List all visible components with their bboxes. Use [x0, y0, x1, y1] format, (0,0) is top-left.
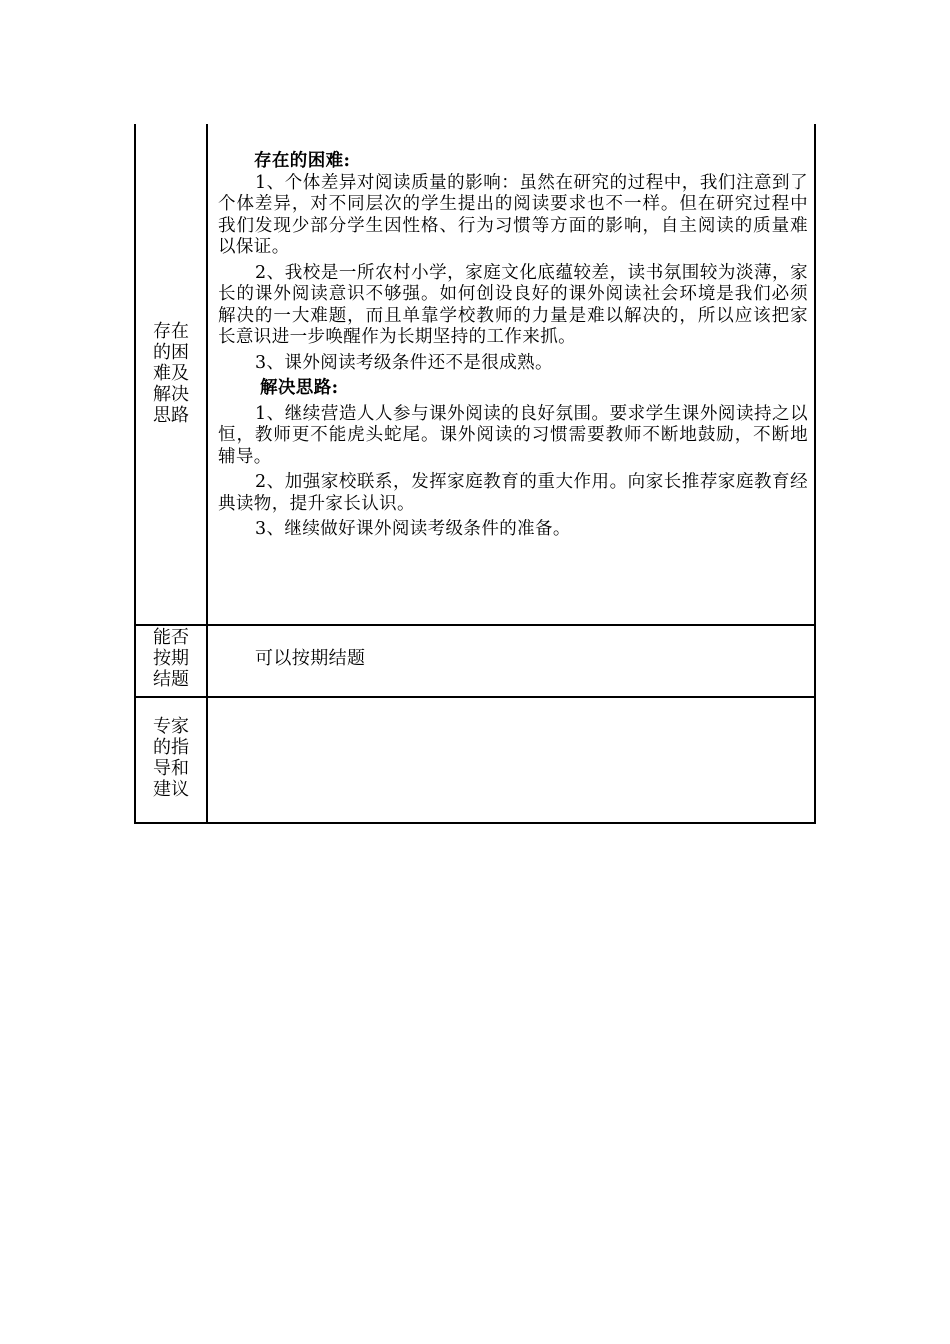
solution-item-1: 1、继续营造人人参与课外阅读的良好氛围。要求学生课外阅读持之以恒，教师更不能虎头蛇尾。课外阅读的习惯需要教师不断地鼓励，不断地辅导。 — [218, 403, 808, 467]
difficulties-content — [218, 151, 808, 541]
table-border-bottom — [134, 822, 816, 824]
row-label-difficulties: 存在的困难及解决思路 — [153, 321, 189, 426]
row-label-expert-advice: 专家的指导和建议 — [153, 716, 189, 800]
solutions-heading: 解决思路: — [260, 378, 339, 398]
on-schedule-answer: 可以按期结题 — [255, 648, 366, 669]
difficulty-item-1: 1、个体差异对阅读质量的影响：虽然在研究的过程中，我们注意到了个体差异，对不同层次的学生提出的阅读要求也不一样。但在研究过程中我们发现少部分学生因性格、行为习惯等方面的影响，自主阅读的质量难以保证。 — [218, 172, 808, 257]
table-border-right — [814, 124, 816, 824]
report-table — [134, 124, 816, 824]
row-divider-1 — [134, 624, 816, 626]
table-column-divider — [206, 124, 208, 824]
row-label-on-schedule: 能否按期结题 — [153, 627, 189, 690]
solution-item-3: 3、继续做好课外阅读考级条件的准备。 — [255, 519, 571, 539]
solution-item-2: 2、加强家校联系，发挥家庭教育的重大作用。向家长推荐家庭教育经典读物，提升家长认识。 — [218, 472, 808, 514]
difficulty-item-3: 3、课外阅读考级条件还不是很成熟。 — [255, 352, 553, 373]
table-border-left — [134, 124, 136, 824]
difficulty-item-2: 2、我校是一所农村小学，家庭文化底蕴较差，读书氛围较为淡薄，家长的课外阅读意识不够强。如何创设良好的课外阅读社会环境是我们必须解决的一大难题，而且单靠学校教师的力量是难以解决的，所以应该把家长意识进一步唤醒作为长期坚持的工作来抓。 — [218, 262, 808, 347]
row-divider-2 — [134, 696, 816, 698]
difficulties-heading: 存在的困难: — [254, 151, 351, 171]
